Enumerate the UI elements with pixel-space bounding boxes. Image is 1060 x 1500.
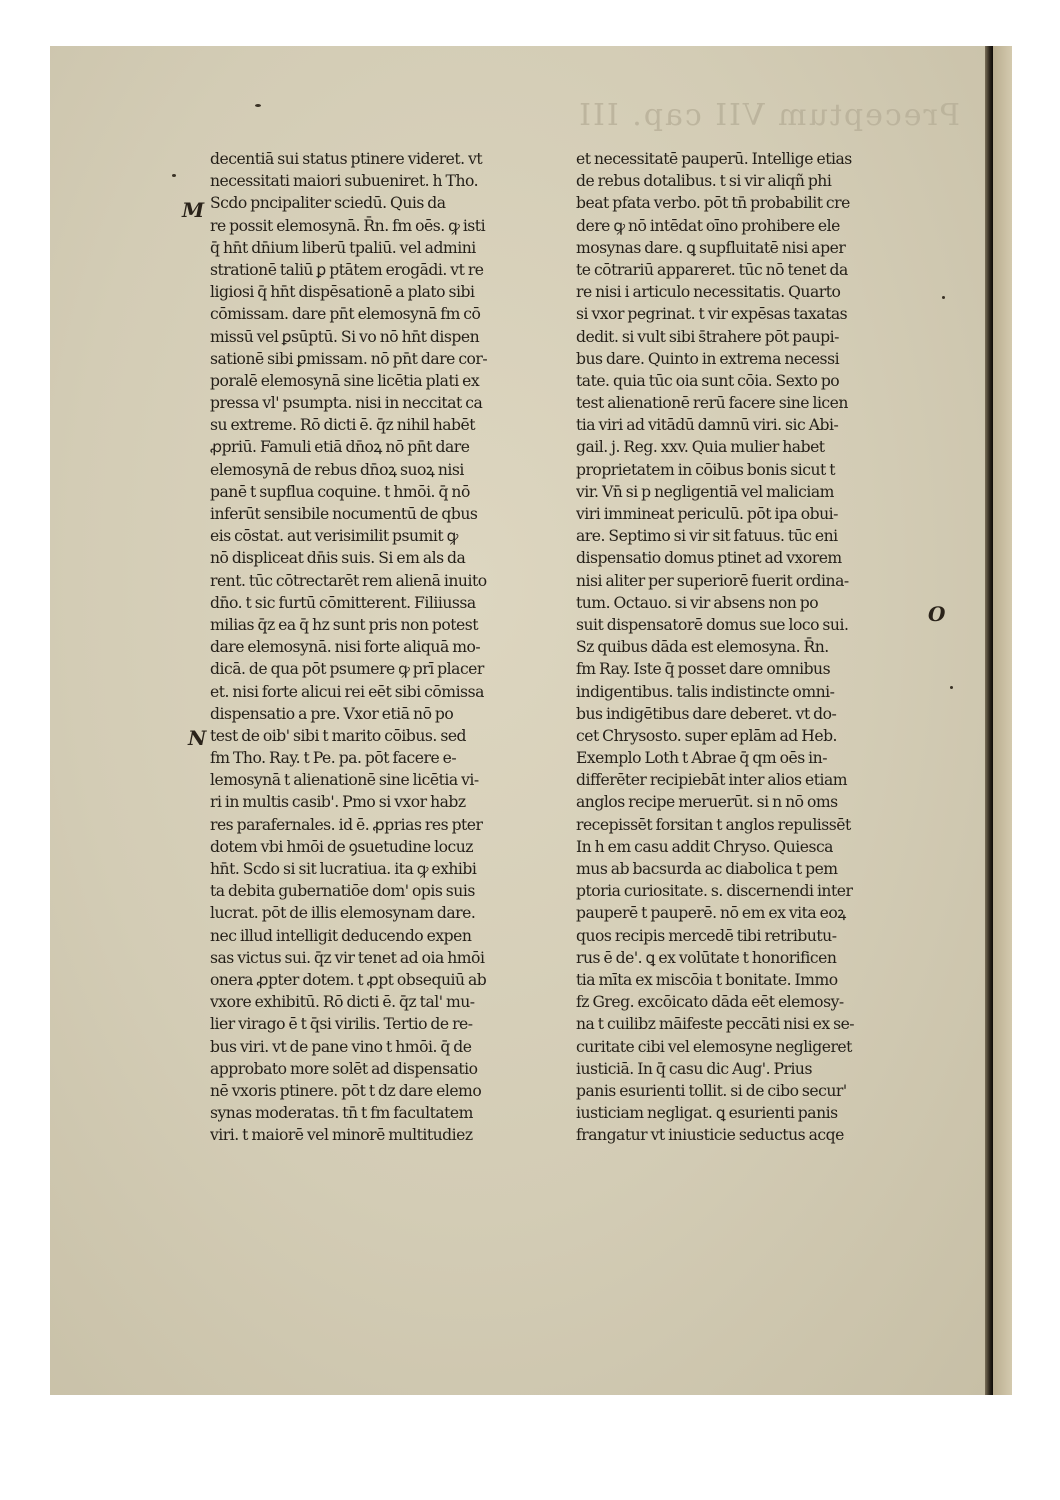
text-line: ta debita gubernatiōe dom' opis suis <box>210 882 475 901</box>
text-line: iusticiā. In q̄ casu dic Aug'. Prius <box>576 1059 812 1078</box>
text-line: ligiosi q̄ hn̄t dispēsationē a plato sibi <box>210 283 475 302</box>
text-line: et necessitatē pauperū. Intellige etias <box>576 150 852 168</box>
text-line: test de oib' sibi t marito cōibus. sed <box>210 726 467 745</box>
text-line: rus ē de'. ꝗ ex volūtate t honorificen <box>576 948 837 967</box>
text-line: nec illud intelligit deducendo expen <box>210 926 472 945</box>
text-line: dn̄o. t sic furtū cōmitterent. Filiiussa <box>210 593 476 612</box>
ink-speck <box>942 296 945 299</box>
text-line: cōmissam. dare pn̄t elemosynā fm cō <box>210 305 481 324</box>
facing-page-edge <box>993 46 1012 1395</box>
text-line: te cōtrariū appareret. tūc nō tenet da <box>576 260 848 279</box>
text-line: dicā. de qua pōt psumere ꝙ prī placer <box>210 660 484 679</box>
margin-letter: N <box>188 726 207 750</box>
text-line: dere ꝙ nō intēdat oīno prohibere ele <box>576 216 840 235</box>
text-line: nō displiceat dn̄is suis. Si em als da <box>210 549 466 568</box>
text-line: rent. tūc cōtrectarēt rem alienā inuito <box>210 571 487 590</box>
text-line: q̄ hn̄t dn̄ium liberū tpaliū. vel admini <box>210 238 476 257</box>
running-head-show-through: Preceptum VII cap. III <box>577 98 960 133</box>
text-line: fz Greg. excōicato dāda eēt elemosy- <box>576 993 844 1012</box>
text-line: eis cōstat. aut verisimilit psumit ꝙ <box>210 527 458 546</box>
text-line: pauperē t pauperē. nō em ex vita eoꝝ <box>576 904 846 923</box>
text-line: curitate cibi vel elemosyne negligeret <box>576 1037 852 1056</box>
text-line: vir. Vn̄ si p negligentiā vel maliciam <box>576 482 834 501</box>
text-line: viri. t maiorē vel minorē multitudiez <box>210 1126 473 1145</box>
text-line: sas victus sui. q̄z vir tenet ad oia hmōi <box>210 948 485 967</box>
text-line: quos recipis mercedē tibi retributu- <box>576 926 837 945</box>
text-line: Sz quibus dāda est elemosyna. R̄n. <box>576 638 829 657</box>
text-line: dispensatio domus ptinet ad vxorem <box>576 549 842 568</box>
text-line: pressa vl' psumpta. nisi in neccitat ca <box>210 394 483 413</box>
text-line: nisi aliter per superiorē fuerit ordina- <box>576 571 849 590</box>
margin-letter: O <box>928 602 946 626</box>
text-line: ri in multis casib'. Pmo si vxor habz <box>210 793 466 812</box>
text-line: test alienationē rerū facere sine licen <box>576 394 848 413</box>
text-line: bus dare. Quinto in extrema necessi <box>576 349 840 368</box>
text-line: viri immineat periculū. pōt ipa obui- <box>576 505 838 523</box>
text-line: res parafernales. id ē. ꝓprias res pter <box>210 815 483 834</box>
text-line: si vxor pegrinat. t vir expēsas taxatas <box>576 305 848 324</box>
text-line: mus ab bacsurda ac diabolica t pem <box>576 860 838 878</box>
text-line: dedit. si vult sibi s̄trahere pōt paupi- <box>576 327 839 346</box>
text-line: necessitati maiori subueniret. h Tho. <box>210 172 479 191</box>
text-line: missū vel ꝑsūptū. Si vo nō hn̄t dispen <box>210 327 480 346</box>
text-line: fm Ray. Iste q̄ posset dare omnibus <box>576 660 831 679</box>
text-line: ptoria curiositate. s. discernendi inter <box>576 882 853 901</box>
text-line: su extreme. Rō dicti ē. q̄z nihil habēt <box>210 416 476 435</box>
text-line: strationē taliū ꝑ ptātem erogādi. vt re <box>210 260 484 279</box>
binding-gutter <box>985 46 993 1395</box>
text-line: de rebus dotalibus. t si vir aliqñ phi <box>576 172 832 191</box>
text-line: lucrat. pōt de illis elemosynam dare. <box>210 904 476 923</box>
text-line: ꝓpriū. Famuli etiā dn̄oꝝ nō pn̄t dare <box>210 438 470 457</box>
text-line: dare elemosynā. nisi forte aliquā mo- <box>210 638 481 657</box>
text-line: na t cuilibz māifeste peccāti nisi ex se- <box>576 1015 855 1034</box>
ink-speck <box>255 104 261 107</box>
text-line: fm Tho. Ray. t Pe. pa. pōt facere e- <box>210 749 457 768</box>
text-line: bus viri. vt de pane vino t hmōi. q̄ de <box>210 1037 472 1056</box>
text-line: nē vxoris ptinere. pōt t dz dare elemo <box>210 1081 482 1100</box>
text-line: Scdo pncipaliter sciedū. Quis da <box>210 194 446 213</box>
text-line: proprietatem in cōibus bonis sicut t <box>576 460 835 479</box>
text-line: mosynas dare. ꝗ supfluitatē nisi aper <box>576 238 846 257</box>
text-column-left <box>210 148 555 1146</box>
text-line: In h em casu addit Chryso. Quiesca <box>576 837 833 856</box>
text-line: suit dispensatorē domus sue loco sui. <box>576 615 849 634</box>
text-line: inferūt sensibile nocumentū de qbus <box>210 505 478 523</box>
text-line: tia mīta ex miscōia t bonitate. Immo <box>576 970 838 989</box>
text-line: tate. quia tūc oia sunt cōia. Sexto po <box>576 371 840 390</box>
ink-speck <box>172 174 176 177</box>
text-line: anglos recipe meruerūt. si n nō oms <box>576 793 838 812</box>
page-leaf <box>50 46 985 1395</box>
text-line: panē t supflua coquine. t hmōi. q̄ nō <box>210 482 470 501</box>
text-line: iusticiam negligat. ꝗ esurienti panis <box>576 1104 838 1123</box>
text-line: indigentibus. talis indistincte omni- <box>576 682 835 701</box>
text-line: are. Septimo si vir sit fatuus. tūc eni <box>576 527 838 546</box>
text-line: bus indigētibus dare deberet. vt do- <box>576 704 837 723</box>
text-line: dotem vbi hmōi de ꝯsuetudine locuz <box>210 837 473 856</box>
text-line: beat pfata verbo. pōt tn̄ probabilit cre <box>576 194 850 213</box>
text-line: milias q̄z ea q̄ hz sunt pris non potest <box>210 615 479 634</box>
text-line: vxore exhibitū. Rō dicti ē. q̄z tal' mu- <box>210 993 475 1012</box>
text-line: synas moderatas. tn̄ t fm facultatem <box>210 1104 473 1123</box>
text-line: lier virago ē t q̄si virilis. Tertio de re- <box>210 1015 473 1034</box>
text-line: hn̄t. Scdo si sit lucratiua. ita ꝙ exhibi <box>210 860 477 878</box>
text-line: panis esurienti tollit. si de cibo secur' <box>576 1081 847 1100</box>
text-line: lemosynā t alienationē sine licētia vi- <box>210 771 479 790</box>
text-line: elemosynā de rebus dn̄oꝝ suoꝝ nisi <box>210 460 464 479</box>
text-line: decentiā sui status ptinere videret. vt <box>210 150 483 168</box>
text-column-right <box>576 148 921 1146</box>
text-line: differēter recipiebāt inter alios etiam <box>576 771 848 790</box>
text-line: gail. j. Reg. xxv. Quia mulier habet <box>576 438 825 457</box>
text-line: poralē elemosynā sine licētia plati ex <box>210 371 480 390</box>
text-line: re possit elemosynā. R̄n. fm oēs. ꝙ isti <box>210 216 486 235</box>
scanned-book-page <box>50 46 1012 1395</box>
margin-letter: M <box>182 198 205 222</box>
text-line: tum. Octauo. si vir absens non po <box>576 593 819 612</box>
text-line: tia viri ad vitādū damnū viri. sic Abi- <box>576 416 839 435</box>
text-line: onera ꝓpter dotem. t ꝓpt obsequiū ab <box>210 970 487 989</box>
text-line: dispensatio a pre. Vxor etiā nō po <box>210 704 454 723</box>
ink-speck <box>950 686 953 689</box>
text-line: approbato more solēt ad dispensatio <box>210 1059 478 1078</box>
text-line: recepissēt forsitan t anglos repulissēt <box>576 815 851 834</box>
text-line: frangatur vt iniusticie seductus acqe <box>576 1126 844 1145</box>
text-line: re nisi i articulo necessitatis. Quarto <box>576 283 841 302</box>
text-line: sationē sibi ꝑmissam. nō pn̄t dare cor- <box>210 349 488 368</box>
text-line: et. nisi forte alicui rei eēt sibi cōmissa <box>210 682 484 701</box>
text-line: Exemplo Loth t Abrae q̄ qm oēs in- <box>576 749 827 768</box>
text-line: cet Chrysosto. super eplām ad Heb. <box>576 726 838 745</box>
